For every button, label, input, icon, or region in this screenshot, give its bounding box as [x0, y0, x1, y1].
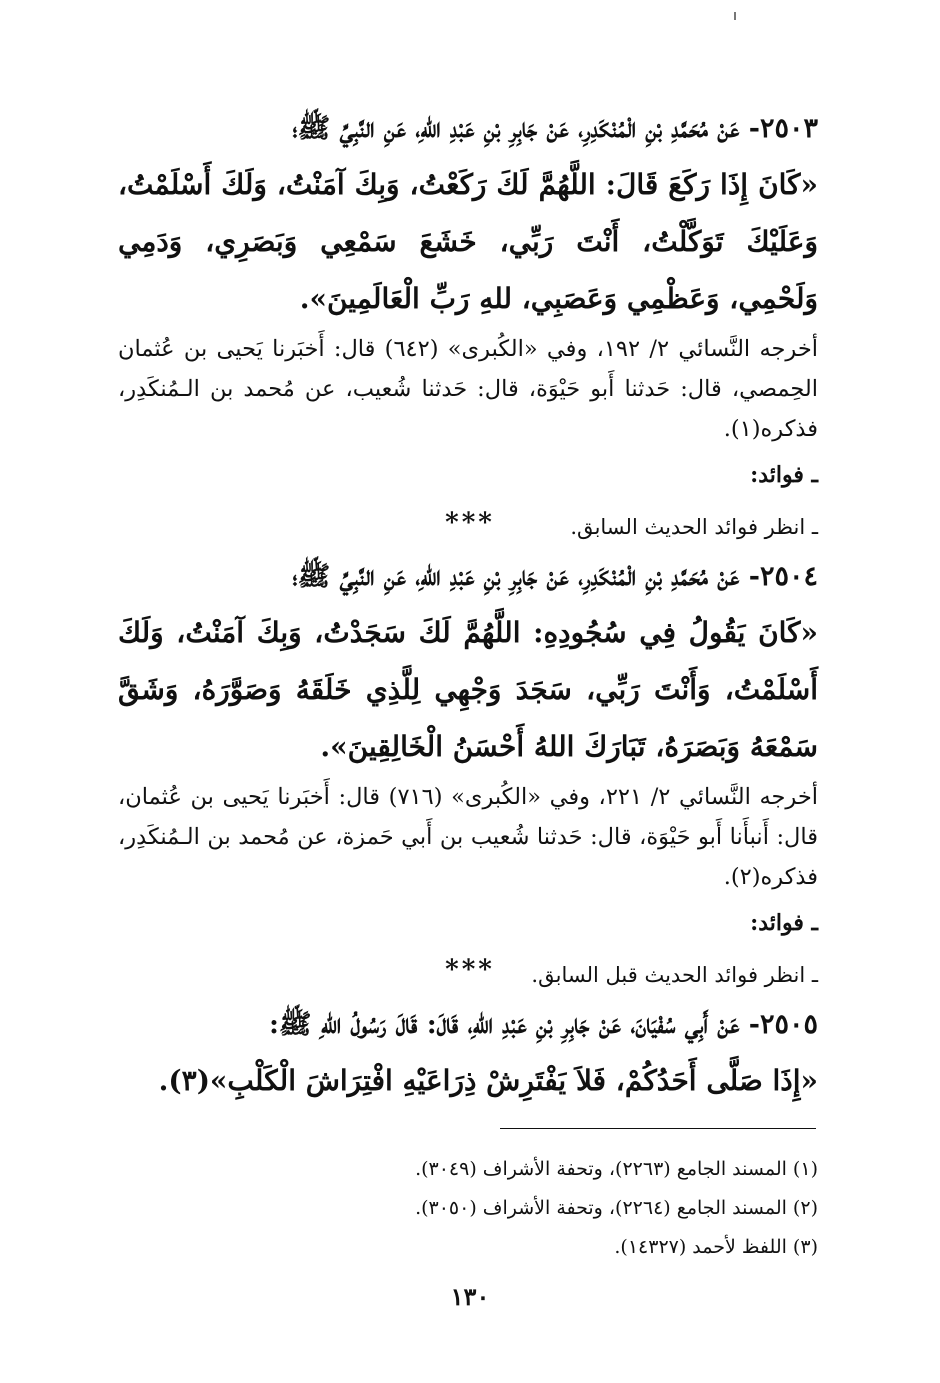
footnotes — [118, 1150, 818, 1267]
section-separator: *** — [445, 955, 495, 985]
page-number: ١٣٠ — [450, 1282, 490, 1311]
footnote-3: (٣) اللفظ لأحمد (١٤٣٢٧). — [614, 1236, 818, 1258]
hadith-matn: «كَانَ إِذَا رَكَعَ قَالَ: اللَّهُمَّ لَكَ رَكَعْتُ، وَبِكَ آمَنْتُ، وَلَكَ أَسْلَمْتُ، وَعَلَيْكَ تَوَكَّلْتُ، أَنْتَ رَبِّي، خَشَعَ سَمْعِي وَبَصَرِي، وَدَمِي وَلَحْمِي، وَعَظْمِي وَعَصَبِي، للهِ رَبِّ الْعَالَمِينَ». — [118, 168, 818, 315]
hadith-2505 — [118, 998, 818, 1109]
hadith-2504 — [118, 550, 818, 995]
hadith-takhrij: أخرجه النَّسائي ٢/ ١٩٢، وفي «الكُبرى» (٦٤٢) قال: أَخبَرنا يَحيى بن عُثمان الحِمصي، قال: حَدثنا أَبو حَيْوَة، قال: حَدثنا شُعيب، عن مُحمد بن الـمُنكَدِر، فذكره(١). — [118, 336, 818, 442]
section-separator: *** — [445, 508, 495, 538]
footnote-2: (٢) المسند الجامع (٢٢٦٤)، وتحفة الأشراف (٣٠٥٠). — [415, 1197, 818, 1219]
page-mark — [734, 12, 736, 20]
hadith-takhrij: أخرجه النَّسائي ٢/ ٢٢١، وفي «الكُبرى» (٧١٦) قال: أَخبَرنا يَحيى بن عُثمان، قال: أَنبأَنا أَبو حَيْوَة، قال: حَدثنا شُعيب بن أَبي حَمزة، عن مُحمد بن الـمُنكَدِر، فذكره(٢). — [118, 784, 818, 890]
hadith-heading: ٢٥٠٥- عَنْ أَبِي سُفْيَانَ، عَنْ جَابِرِ بْنِ عَبْدِ اللهِ، قَالَ: قَالَ رَسُولُ اللهِ ﷺ: — [268, 1009, 818, 1040]
hadith-2503 — [118, 102, 818, 547]
hadith-heading: ٢٥٠٤- عَنْ مُحَمَّدِ بْنِ الْمُنْكَدِرِ، عَنْ جَابِرِ بْنِ عَبْدِ اللهِ، عَنِ النَّبِيِّ ﷺ؛ — [292, 561, 818, 592]
footnote-divider — [500, 1128, 816, 1129]
hadith-heading: ٢٥٠٣- عَنْ مُحَمَّدِ بْنِ الْمُنْكَدِرِ، عَنْ جَابِرِ بْنِ عَبْدِ اللهِ، عَنِ النَّبِيِّ ﷺ؛ — [292, 113, 818, 144]
fawaid-heading: ـ فوائد: — [750, 462, 818, 488]
footnote-1: (١) المسند الجامع (٢٢٦٣)، وتحفة الأشراف (٣٠٤٩). — [415, 1158, 818, 1180]
fawaid-text: ـ انظر فوائد الحديث السابق. — [570, 515, 818, 539]
fawaid-heading: ـ فوائد: — [750, 910, 818, 936]
fawaid-text: ـ انظر فوائد الحديث قبل السابق. — [531, 963, 818, 987]
hadith-matn: «كَانَ يَقُولُ فِي سُجُودِهِ: اللَّهُمَّ لَكَ سَجَدْتُ، وَبِكَ آمَنْتُ، وَلَكَ أَسْلَمْتُ، وَأَنْتَ رَبِّي، سَجَدَ وَجْهِي لِلَّذِي خَلَقَهُ وَصَوَّرَهُ، وَشَقَّ سَمْعَهُ وَبَصَرَهُ، تَبَارَكَ اللهُ أَحْسَنُ الْخَالِقِينَ». — [118, 616, 818, 763]
hadith-matn: «إِذَا صَلَّى أَحَدُكُمْ، فَلاَ يَفْتَرِشْ ذِرَاعَيْهِ افْتِرَاشَ الْكَلْبِ»(٣). — [158, 1064, 818, 1097]
